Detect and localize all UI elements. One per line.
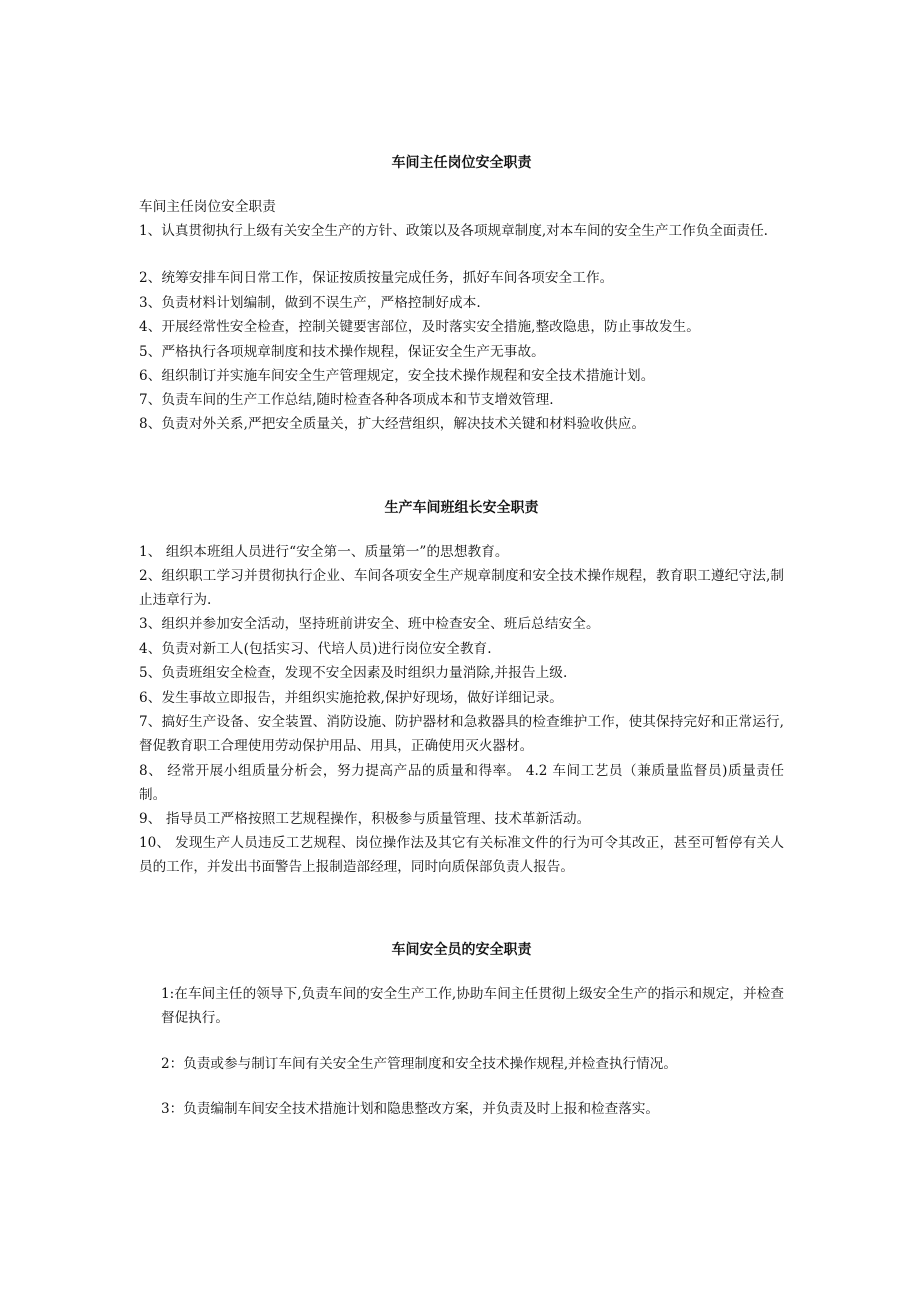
list-item: 8、 经常开展小组质量分析会，努力提高产品的质量和得率。 4.2 车间工艺员（兼质量监督员)质量责任制。 <box>139 763 784 803</box>
list-item: 1:在车间主任的领导下,负责车间的安全生产工作,协助车间主任贯彻上级安全生产的指示和规定，并检查督促执行。 <box>161 986 784 1026</box>
list-item: 9、 指导员工严格按照工艺规程操作，积极参与质量管理、技术革新活动。 <box>139 811 591 827</box>
list-item: 3、负责材料计划编制，做到不误生产，严格控制好成本. <box>139 295 481 311</box>
list-item: 5、负责班组安全检查，发现不安全因素及时组织力量消除,并报告上级. <box>139 665 568 681</box>
list-item: 10、 发现生产人员违反工艺规程、岗位操作法及其它有关标准文件的行为可令其改正，甚至可暂停有关人员的工作，并发出书面警告上报制造部经理，同时向质保部负责人报告。 <box>139 835 784 875</box>
list-item: 1、认真贯彻执行上级有关安全生产的方针、政策以及各项规章制度,对本车间的安全生产工作负全面责任. <box>139 223 769 239</box>
list-item: 4、负责对新工人(包括实习、代培人员)进行岗位安全教育. <box>139 641 492 657</box>
section-subtitle: 车间主任岗位安全职责 <box>139 199 276 215</box>
list-item: 2、组织职工学习并贯彻执行企业、车间各项安全生产规章制度和安全技术操作规程，教育职工遵纪守法,制止违章行为. <box>139 568 784 608</box>
list-item: 2、统筹安排车间日常工作，保证按质按量完成任务，抓好车间各项安全工作。 <box>139 270 614 286</box>
list-item: 7、搞好生产设备、安全装置、消防设施、防护器材和急救器具的检查维护工作，使其保持完好和正常运行,督促教育职工合理使用劳动保护用品、用具，正确使用灭火器材。 <box>139 714 784 754</box>
list-item: 3、组织并参加安全活动，坚持班前讲安全、班中检查安全、班后总结安全。 <box>139 616 600 632</box>
list-item: 3：负责编制车间安全技术措施计划和隐患整改方案，并负责及时上报和检查落实。 <box>161 1101 660 1117</box>
list-item: 7、负责车间的生产工作总结,随时检查各种各项成本和节支增效管理. <box>139 392 554 408</box>
list-item: 5、严格执行各项规章制度和技术操作规程，保证安全生产无事故。 <box>139 344 545 360</box>
list-item: 6、发生事故立即报告，并组织实施抢救,保护好现场，做好详细记录。 <box>139 690 563 706</box>
list-item: 2：负责或参与制订车间有关安全生产管理制度和安全技术操作规程,并检查执行情况。 <box>161 1056 677 1072</box>
list-item: 1、 组织本班组人员进行“安全第一、质量第一”的思想教育。 <box>139 544 509 560</box>
section-title: 车间主任岗位安全职责 <box>391 155 532 171</box>
section-title: 车间安全员的安全职责 <box>391 942 532 958</box>
list-item: 8、负责对外关系,严把安全质量关，扩大经营组织，解决技术关键和材料验收供应。 <box>139 416 646 432</box>
list-item: 4、开展经常性安全检查，控制关键要害部位，及时落实安全措施,整改隐患，防止事故发生。 <box>139 319 700 335</box>
section-title: 生产车间班组长安全职责 <box>384 500 539 516</box>
list-item: 6、组织制订并实施车间安全生产管理规定，安全技术操作规程和安全技术措施计划。 <box>139 368 655 384</box>
